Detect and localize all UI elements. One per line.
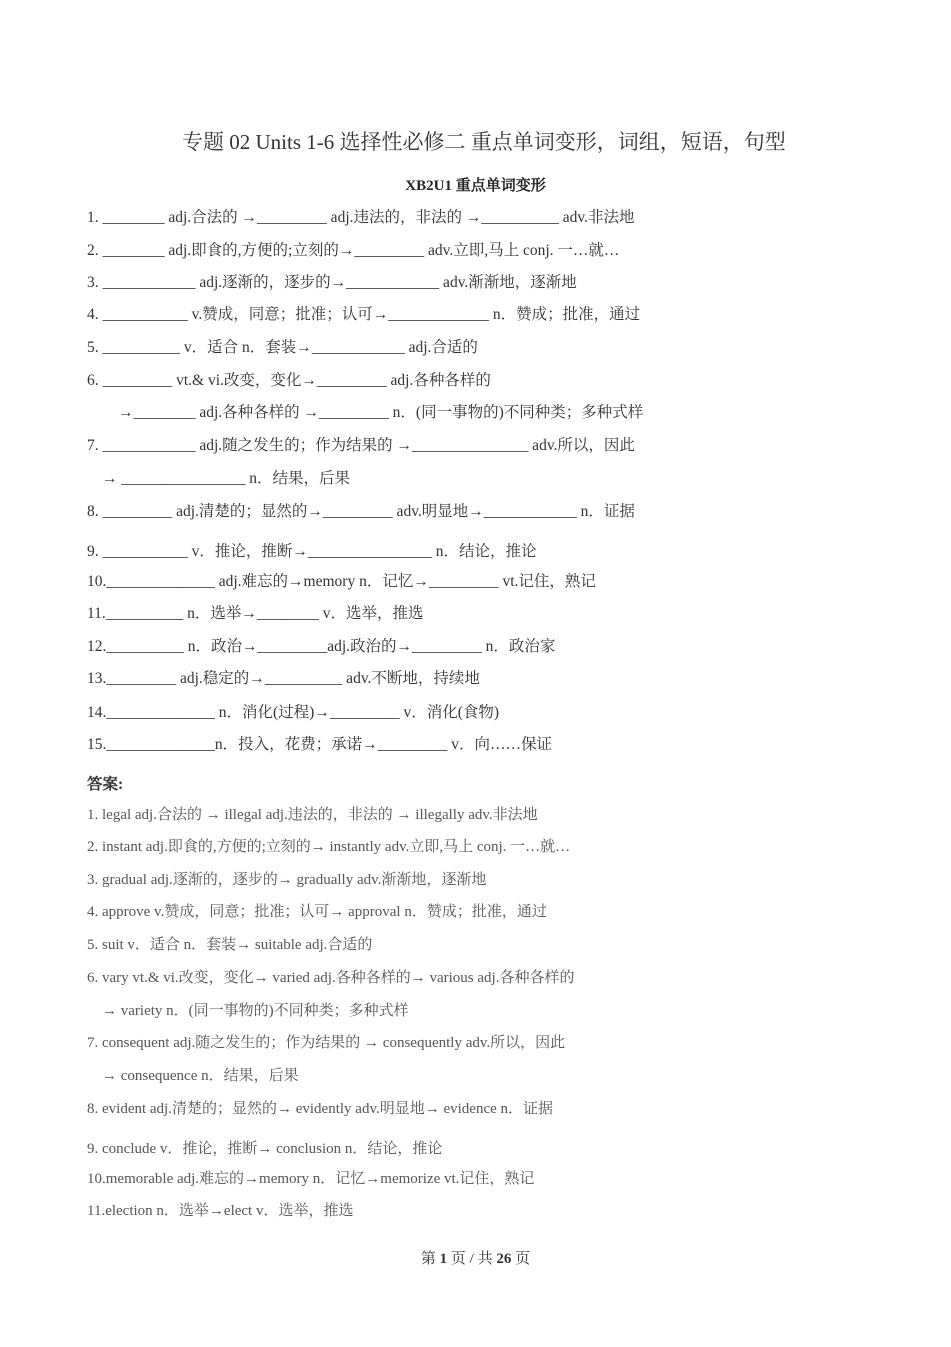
question-2: 2. ________ adj.即食的,方便的;立刻的→_________ adv.立即,马上 conj. 一…就… xyxy=(87,242,620,259)
answer-7-continued: → consequence n．结果，后果 xyxy=(102,1068,299,1084)
question-7-continued: → ________________ n．结果，后果 xyxy=(102,470,351,487)
question-12: 12.__________ n．政治→_________adj.政治的→_________ n．政治家 xyxy=(87,638,556,655)
question-10: 10.______________ adj.难忘的→memory n．记忆→_________ vt.记住，熟记 xyxy=(87,573,596,590)
answer-3: 3. gradual adj.逐渐的，逐步的→ gradually adv.渐渐地，逐渐地 xyxy=(87,872,487,888)
question-1: 1. ________ adj.合法的 →_________ adj.违法的，非法的 →__________ adv.非法地 xyxy=(87,209,635,226)
question-8: 8. _________ adj.清楚的；显然的→_________ adv.明显地→____________ n．证据 xyxy=(87,503,635,520)
question-3: 3. ____________ adj.逐渐的，逐步的→____________ adv.渐渐地，逐渐地 xyxy=(87,274,577,291)
question-6-continued: →________ adj.各种各样的 →_________ n．(同一事物的)不同种类；多种式样 xyxy=(118,404,644,421)
answer-11: 11.election n．选举→elect v．选举，推选 xyxy=(87,1203,354,1219)
footer-suffix: 页 xyxy=(515,1251,531,1267)
question-4: 4. ___________ v.赞成，同意；批准；认可→_____________ n．赞成；批准，通过 xyxy=(87,306,641,323)
question-5: 5. __________ v．适合 n．套装→____________ adj.合适的 xyxy=(87,339,478,356)
section-subtitle: XB2U1 重点单词变形 xyxy=(405,178,546,194)
question-7: 7. ____________ adj.随之发生的；作为结果的 →_______________ adv.所以，因此 xyxy=(87,437,635,454)
answer-9: 9. conclude v．推论，推断→ conclusion n．结论，推论 xyxy=(87,1141,443,1157)
question-11: 11.__________ n．选举→________ v．选举，推选 xyxy=(87,605,424,622)
footer-mid: 页 / 共 xyxy=(450,1251,493,1267)
answer-6-continued: → variety n．(同一事物的)不同种类；多种式样 xyxy=(102,1003,409,1019)
answer-2: 2. instant adj.即食的,方便的;立刻的→ instantly adv.立即,马上 conj. 一…就… xyxy=(87,839,571,855)
question-14: 14.______________ n．消化(过程)→_________ v．消化(食物) xyxy=(87,704,500,721)
question-6: 6. _________ vt.& vi.改变，变化→_________ adj.各种各样的 xyxy=(87,372,491,389)
footer-page-number: 1 xyxy=(439,1251,448,1267)
answer-6: 6. vary vt.& vi.改变，变化→ varied adj.各种各样的→ various adj.各种各样的 xyxy=(87,970,575,986)
footer-total-pages: 26 xyxy=(496,1251,512,1267)
answer-7: 7. consequent adj.随之发生的；作为结果的 → consequently adv.所以，因此 xyxy=(87,1035,566,1051)
question-15: 15.______________n．投入，花费；承诺→_________ v．向……保证 xyxy=(87,736,553,753)
answer-5: 5. suit v．适合 n．套装→ suitable adj.合适的 xyxy=(87,937,373,953)
answer-8: 8. evident adj.清楚的；显然的→ evidently adv.明显地→ evidence n．证据 xyxy=(87,1101,554,1117)
footer-prefix: 第 xyxy=(420,1251,436,1267)
answers-heading: 答案: xyxy=(87,776,124,793)
answer-1: 1. legal adj.合法的 → illegal adj.违法的，非法的 → illegally adv.非法地 xyxy=(87,807,538,823)
answer-4: 4. approve v.赞成，同意；批准；认可→ approval n．赞成；批准，通过 xyxy=(87,904,547,920)
question-13: 13._________ adj.稳定的→__________ adv.不断地，持续地 xyxy=(87,670,480,687)
page-footer xyxy=(0,1247,951,1268)
question-9: 9. ___________ v．推论，推断→________________ n．结论，推论 xyxy=(87,543,537,560)
answer-10: 10.memorable adj.难忘的→memory n．记忆→memorize vt.记住，熟记 xyxy=(87,1171,535,1187)
page-title: 专题 02 Units 1-6 选择性必修二 重点单词变形，词组，短语，句型 xyxy=(182,130,786,154)
